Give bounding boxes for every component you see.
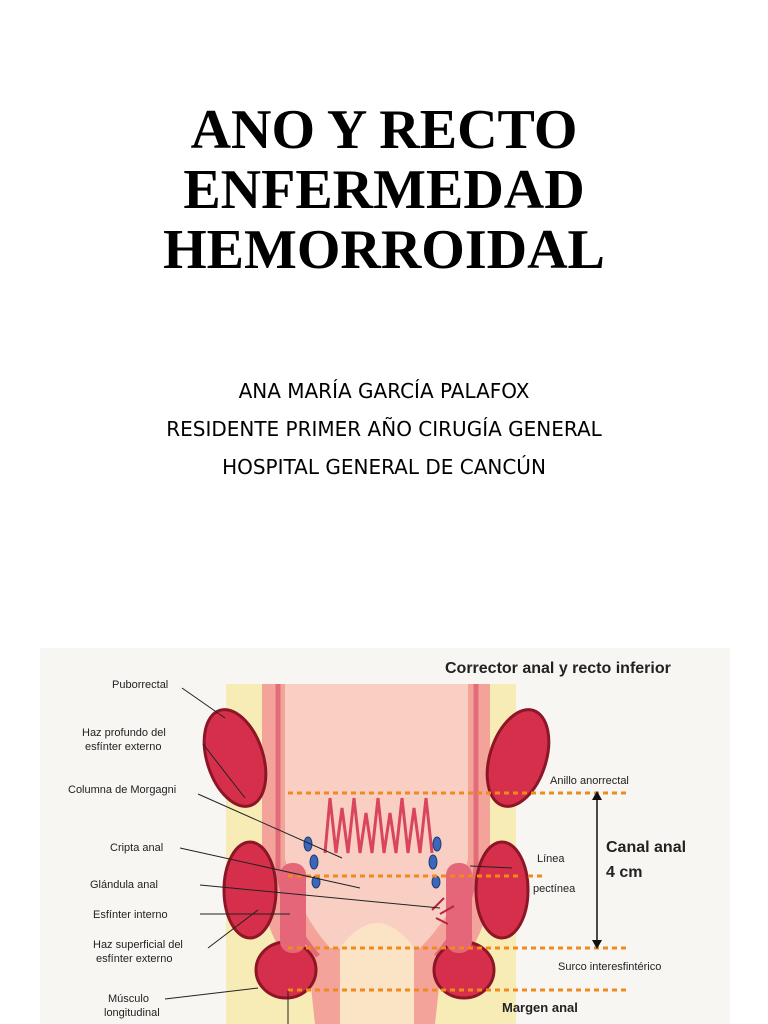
label-columna-morgagni: Columna de Morgagni [68, 784, 177, 796]
label-haz-profundo-2: esfínter externo [85, 741, 162, 753]
anatomy-figure [40, 648, 730, 1024]
haz-profundo-right [476, 842, 528, 938]
label-anillo-anorrectal: Anillo anorrectal [550, 775, 629, 787]
title-line-1: ANO Y RECTO [190, 99, 578, 161]
slide-subtitle [0, 372, 768, 486]
label-musculo-2: longitudinal [104, 1007, 160, 1019]
label-haz-superficial-2: esfínter externo [96, 953, 173, 965]
canal-arrow-down [592, 940, 602, 949]
anal-canal [340, 923, 414, 1024]
label-haz-superficial-1: Haz superficial del [93, 939, 183, 951]
label-haz-profundo-1: Haz profundo del [82, 727, 166, 739]
label-linea-1: Línea [537, 853, 565, 865]
label-cripta-anal: Cripta anal [110, 842, 164, 854]
title-line-2: ENFERMEDAD [183, 159, 585, 221]
author-hospital: HOSPITAL GENERAL DE CANCÚN [222, 455, 546, 479]
label-glandula-anal: Glándula anal [90, 879, 158, 891]
slide-title [0, 100, 768, 280]
label-linea-2: pectínea [533, 883, 576, 895]
title-line-3: HEMORROIDAL [163, 219, 605, 281]
anatomy-diagram [40, 648, 730, 1024]
figure-heading: Corrector anal y recto inferior [445, 660, 671, 677]
canal-arrow-up [592, 791, 602, 800]
author-role: RESIDENTE PRIMER AÑO CIRUGÍA GENERAL [166, 417, 602, 441]
label-margen-anal: Margen anal [502, 1000, 578, 1015]
label-musculo-1: Músculo [108, 993, 149, 1005]
label-canal-length: 4 cm [606, 864, 643, 881]
label-esfinter-interno: Esfínter interno [93, 909, 168, 921]
label-canal-anal: Canal anal [606, 839, 687, 856]
author-name: ANA MARÍA GARCÍA PALAFOX [238, 379, 530, 403]
label-puborrectal: Puborrectal [112, 679, 169, 691]
label-surco-interesfinterico: Surco interesfintérico [558, 961, 662, 973]
